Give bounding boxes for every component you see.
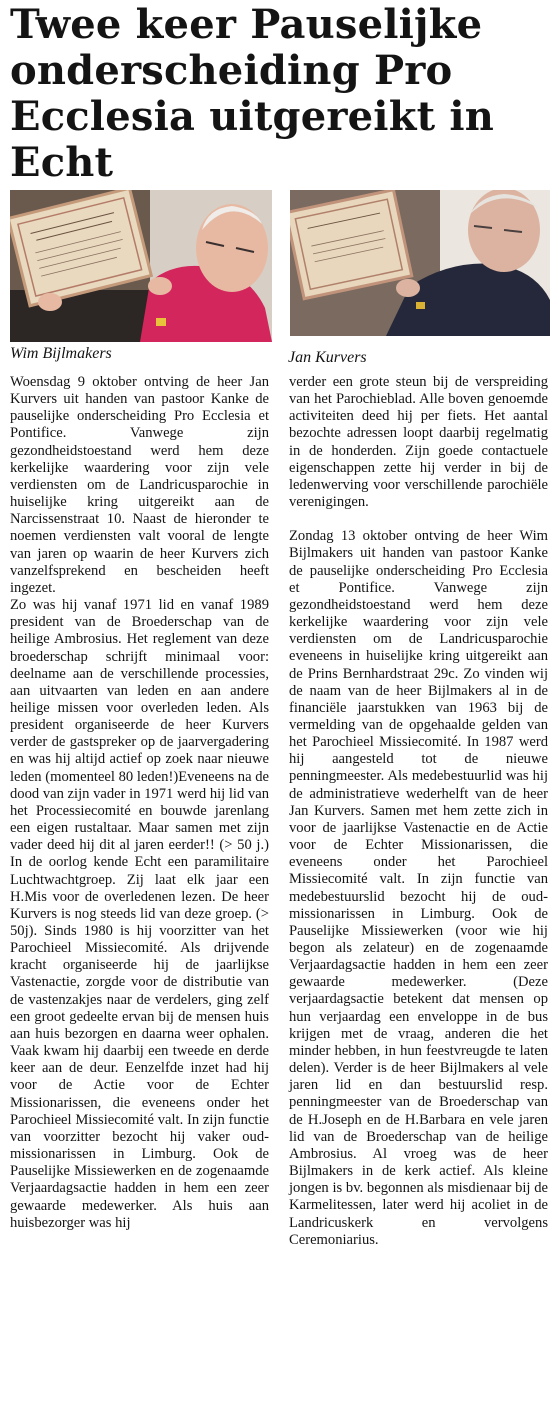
headline: Twee keer Pauselijke onderscheiding Pro Ecclesia uitgereikt in Echt	[10, 1, 495, 186]
article-column-left	[10, 374, 269, 1232]
photo-jan-kurvers	[290, 190, 550, 336]
paragraph: Woensdag 9 oktober ontving de heer Jan Kurvers uit handen van pastoor Kanke de pauselijke onderscheiding Pro Ecclesia et Pontifice. Vanwege zijn gezondheidstoestand werd hem deze kerkelijke waardering voor zijn vele verdiensten om de Landricusparochie in huiselijke kring uitgereikt aan de Narcissenstraat 10. Naast de hieronder te noemen verdiensten valt vooral de lengte van jaren op waarin de heer Kurvers zich vanzelfsprekend en bescheiden heeft ingezet.	[10, 374, 269, 596]
paragraph: Zondag 13 oktober ontving de heer Wim Bijlmakers uit handen van pastoor Kanke de pauselijke onderscheiding Pro Ecclesia et Pontifice. Vanwege zijn gezondheidstoestand werd hem deze kerkelijke waardering voor zijn vele verdiensten om de Landricusparochie eveneens in huiselijke kring uitgereikt aan de Prins Bernhardstraat 29c. Zo vinden wij de naam van de heer Bijlmakers al in de financiële jaarstukken van 1963 bij de vermelding van de opgehaalde gelden van het Parochieel Missiecomité. In 1987 werd hij aangesteld tot de nieuwe penningmeester. Als medebestuurlid was hij de administratieve wederhelft van de heer Jan Kurvers. Samen met hem zette zich in voor de jaarlijkse Vastenactie en de Actie voor de Echter Missionarissen, die eveneens onder het Parochieel Missiecomité valt. In zijn functie van medebestuurslid bezocht hij de oud-missionarissen in Limburg. Ook de Pauselijke Missiewerken (voor wie hij begon als zelateur) en de zogenaamde Verjaardagsactie hadden in hem een zeer gewaarde medewerker. (Deze verjaardagsactie betekent dat mensen op hun verjaardag een enveloppe in de bus krijgen met de vraag, anderen die het minder hebben, in hun feestvreugde te laten delen). Verder is de heer Bijlmakers al vele jaren lid en dan bestuurslid resp. penningmeester van de Broederschap van de H.Joseph en de H.Barbara en vele jaren lid van de Broederschap van de heilige Ambrosius. Al vroeg was de heer Bijlmakers in de kerk actief. Als kleine jongen is bv. begonnen als misdienaar bij de Karmelitessen, later werd hij acoliet in de Landricuskerk en vervolgens Ceremoniarius.	[289, 528, 548, 1248]
paragraph: verder een grote steun bij de verspreiding van het Parochieblad. Alle boven genoemde activiteiten deed hij per fiets. Het aantal bezochte adressen loopt daarbij regelmatig in de honderden. Zijn goede contactuele eigenschappen zette hij verder in bij de ledenwerving voor verschillende parochiële verenigingen.	[289, 374, 548, 511]
paragraph: Zo was hij vanaf 1971 lid en vanaf 1989 president van de Broederschap van de heilige Ambrosius. Het reglement van deze broederschap schrijft minimaal voor: deelname aan de verschillende processies, aan uitvaarten van leden en aan andere heilige missen voor overleden leden. Als president organiseerde de heer Kurvers verder de gastspreker op de jaarvergadering en was hij altijd actief op zoek naar nieuwe leden (momenteel 80 leden!)Eveneens na de dood van zijn vader in 1971 werd hij lid van het Processiecomité en bouwde jarenlang een eigen rustaltaar. Maar samen met zijn vader deed hij dit al jaren eerder!! (> 50 j.) In de oorlog kende Echt een paramilitaire Luchtwachtgroep. Zij laat elk jaar een H.Mis voor de overledenen lezen. De heer Kurvers is nog steeds lid van deze groep. (> 50j). Sinds 1980 is hij voorzitter van het Parochieel Missiecomité. Als drijvende kracht organiseerde hij de jaarlijkse Vastenactie, zorgde voor de distributie van de vastenzakjes naar de verdelers, ging zelf een groot gedeelte ervan bij de mensen huis aan huis bezorgen en daarna weer ophalen. Vaak kwam hij daarbij een tweede en derde keer aan de deur. Eenzelfde inzet had hij voor de Actie voor de Echter Missionarissen, die eveneens onder het Parochieel Missiecomité valt. In zijn functie van voorzitter bezocht hij vaker oud-missionarissen in Limburg. Ook de Pauselijke Missiewerken en de zogenaamde Verjaardagsactie hadden in hem een zeer gewaarde medewerker. Als huis aan huisbezorger was hij	[10, 597, 269, 1231]
photo-wim-bijlmakers	[10, 190, 272, 342]
photo-caption: Jan Kurvers	[288, 349, 367, 366]
article-column-right	[289, 374, 548, 1249]
photo-caption: Wim Bijlmakers	[10, 345, 112, 362]
